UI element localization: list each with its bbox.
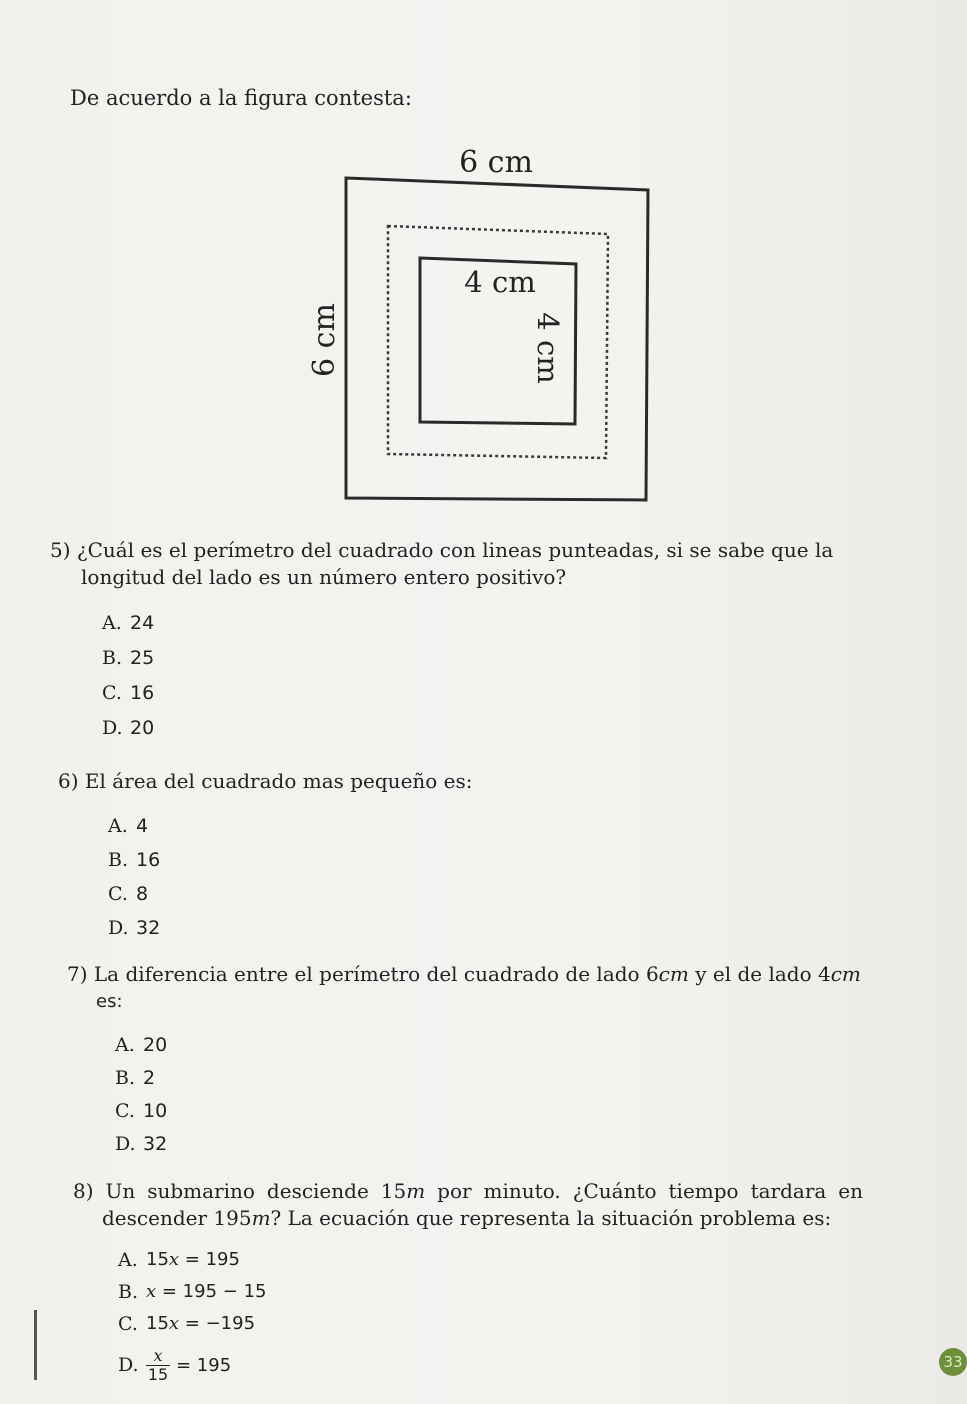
option-a[interactable]: A. 20 xyxy=(115,1034,168,1056)
option-c[interactable]: C. 16 xyxy=(102,682,155,704)
question-text-line2-a: descender 195 xyxy=(102,1206,252,1230)
unit-cm: cm xyxy=(830,962,861,986)
q7-options xyxy=(115,1034,167,1166)
question-number: 6) xyxy=(58,769,79,793)
question-5 xyxy=(50,537,833,591)
option-d[interactable]: D. 32 xyxy=(108,917,161,939)
outer-top-label: 6 cm xyxy=(459,145,533,180)
inner-top-label: 4 cm xyxy=(464,265,536,299)
unit-m: m xyxy=(406,1179,426,1203)
unit-m: m xyxy=(251,1206,271,1230)
question-text-line2: longitud del lado es un número entero positivo? xyxy=(81,565,567,589)
question-text: El área del cuadrado mas pequeño es: xyxy=(84,769,473,793)
question-6 xyxy=(58,768,473,795)
question-text-line2-b: ? La ecuación que representa la situación problema es: xyxy=(270,1206,832,1230)
option-b[interactable]: B. x = 195 − 15 xyxy=(118,1281,267,1303)
option-a[interactable]: A. 4 xyxy=(108,815,149,837)
option-b[interactable]: B. 2 xyxy=(115,1067,156,1089)
option-d[interactable]: D. 32 xyxy=(115,1133,168,1155)
outer-side-label: 6 cm xyxy=(307,303,342,377)
option-b[interactable]: B. 25 xyxy=(102,647,155,669)
q5-options xyxy=(102,612,154,752)
nested-squares-figure xyxy=(300,140,680,520)
question-number: 7) xyxy=(67,962,88,986)
page-number-badge: 33 xyxy=(939,1348,967,1376)
question-text-line1-b: y el de lado 4 xyxy=(688,962,831,986)
question-8 xyxy=(73,1178,863,1232)
intro-text: De acuerdo a la figura contesta: xyxy=(70,86,412,110)
question-text-line1-b: por minuto. ¿Cuánto tiempo tardara en xyxy=(425,1179,864,1203)
inner-side-label: 4 cm xyxy=(531,312,565,384)
option-b[interactable]: B. 16 xyxy=(108,849,161,871)
question-text-line1: ¿Cuál es el perímetro del cuadrado con lineas punteadas, si se sabe que la xyxy=(76,538,834,562)
question-text-line1-a: La diferencia entre el perímetro del cuadrado de lado 6 xyxy=(93,962,659,986)
option-a[interactable]: A. 24 xyxy=(102,612,155,634)
option-c[interactable]: C. 8 xyxy=(108,883,149,905)
question-number: 5) xyxy=(50,538,71,562)
fraction: $\frac{x}{15}$ xyxy=(147,1345,169,1384)
question-text-line2: es: xyxy=(96,991,123,1012)
option-d[interactable]: D. $\frac{x}{15}$ = 195 xyxy=(118,1345,232,1384)
question-number: 8) xyxy=(73,1179,94,1203)
option-c[interactable]: C. 15x = −195 xyxy=(118,1313,256,1335)
question-7 xyxy=(67,961,861,1015)
q6-options xyxy=(108,815,160,951)
q8-options xyxy=(118,1249,266,1385)
question-text-line1-a: Un submarino desciende 15 xyxy=(105,1179,407,1203)
option-a[interactable]: A. 15x = 195 xyxy=(118,1249,240,1271)
option-c[interactable]: C. 10 xyxy=(115,1100,168,1122)
margin-line xyxy=(34,1310,37,1380)
unit-cm: cm xyxy=(658,962,689,986)
outer-square xyxy=(346,178,648,500)
option-d[interactable]: D. 20 xyxy=(102,717,155,739)
